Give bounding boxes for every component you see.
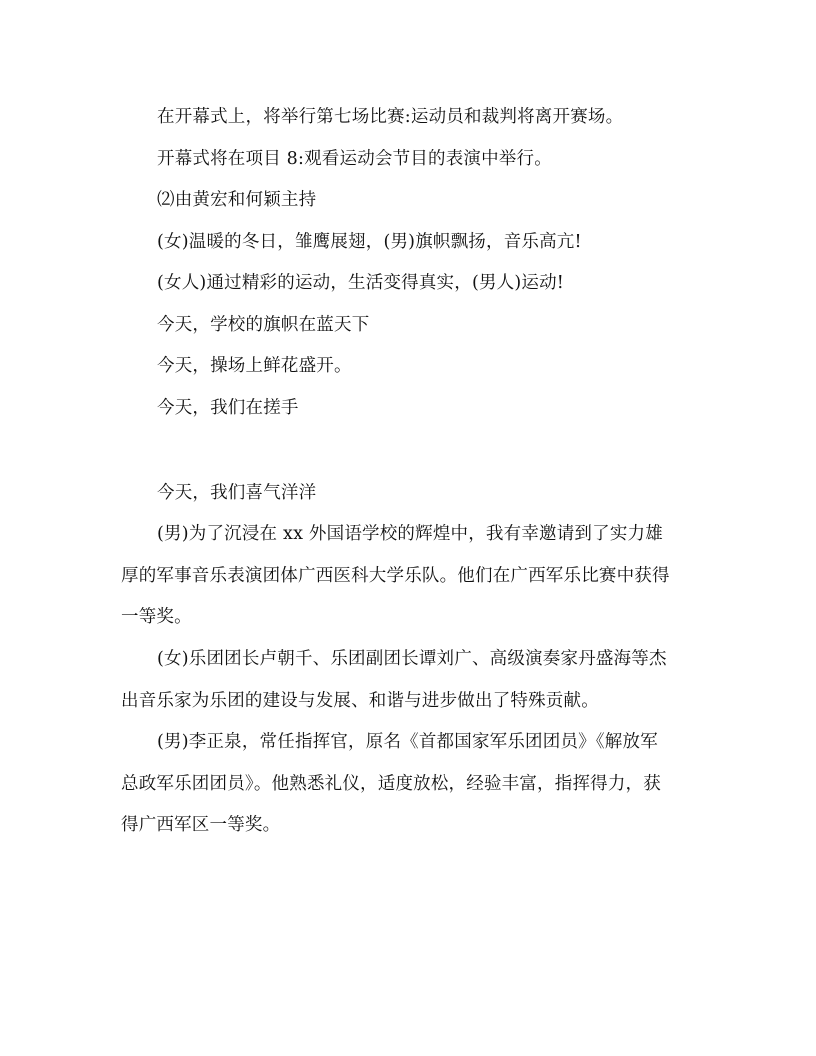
text-line: 在开幕式上，将举行第七场比赛:运动员和裁判将离开赛场。 bbox=[157, 107, 624, 127]
text-line: (女)乐团团长卢朝千、乐团副团长谭刘广、高级演奏家丹盛海等杰 bbox=[157, 649, 667, 669]
text-line: (女)温暖的冬日，雏鹰展翅，(男)旗帜飘扬，音乐高亢! bbox=[157, 231, 582, 252]
text-line: 开幕式将在项目 8:观看运动会节目的表演中举行。 bbox=[157, 148, 552, 169]
text-line: (女人)通过精彩的运动，生活变得真实，(男人)运动! bbox=[157, 273, 565, 293]
opening-section bbox=[157, 97, 702, 429]
text-line: 总政军乐团团员》。他熟悉礼仪，适度放松，经验丰富，指挥得力，获 bbox=[121, 773, 661, 794]
text-line: 今天，操场上鲜花盛开。 bbox=[157, 356, 352, 376]
text-line: 得广西军区一等奖。 bbox=[121, 815, 281, 835]
text-line: 今天，学校的旗帜在蓝天下 bbox=[157, 314, 370, 335]
text-line: 今天，我们在搓手 bbox=[157, 397, 299, 418]
text-line: ⑵由黄宏和何颖主持 bbox=[157, 190, 317, 210]
celebration-line bbox=[157, 473, 702, 515]
text-line: 厚的军事音乐表演团体广西医科大学乐队。他们在广西军乐比赛中获得 bbox=[121, 565, 670, 586]
paragraph-2 bbox=[121, 639, 703, 722]
text-line: (男)李正泉，常任指挥官，原名《首都国家军乐团团员》《解放军 bbox=[157, 732, 658, 752]
text-line: 今天，我们喜气洋洋 bbox=[157, 483, 317, 503]
text-line: 一等奖。 bbox=[121, 607, 192, 627]
paragraph-1 bbox=[121, 514, 703, 639]
text-line: 出音乐家为乐团的建设与发展、和谐与进步做出了特殊贡献。 bbox=[121, 690, 599, 711]
text-line: (男)为了沉浸在 xx 外国语学校的辉煌中，我有幸邀请到了实力雄 bbox=[157, 524, 663, 544]
paragraph-3 bbox=[121, 722, 703, 847]
